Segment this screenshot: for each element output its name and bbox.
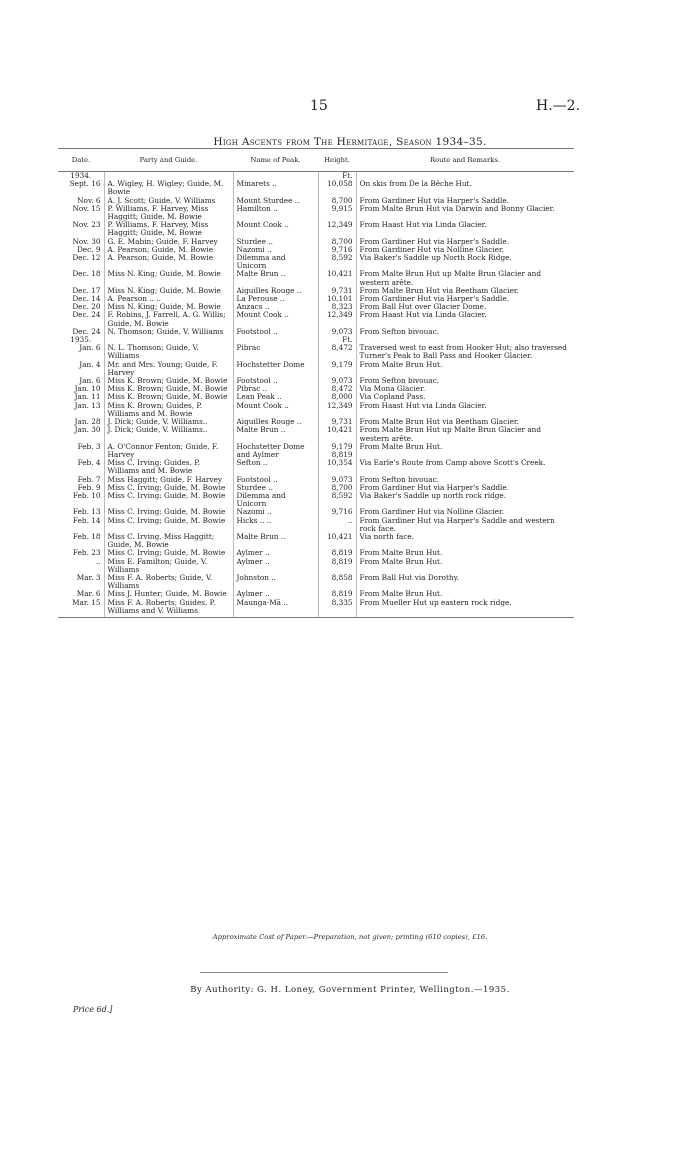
peak-cell: Aiguilles Rouge .. — [233, 287, 318, 295]
peak-cell: Maunga-Mā .. — [233, 599, 318, 618]
height-cell: 9,915 — [318, 205, 356, 221]
date-cell: Dec. 18 — [58, 270, 104, 286]
date-cell: Nov. 6 — [58, 197, 104, 205]
route-cell: Traversed west to east from Hooker Hut; also traversed Turner's Peak to Ball Pass and Hooker Glacier. — [359, 343, 567, 361]
table-row — [58, 517, 574, 533]
party-cell: Miss C. Irving; Guide, M. Bowie — [104, 517, 233, 533]
date-cell: Feb. 9 — [58, 484, 104, 492]
route-cell: From Malte Brun Hut. — [359, 441, 443, 451]
party-cell: Miss F. A. Roberts; Guide, V. Williams — [104, 574, 233, 590]
peak-cell: Dilemma and Unicorn — [233, 254, 318, 270]
height-cell: 10,058 — [318, 180, 356, 196]
route-cell: Via Baker's Saddle up North Rock Ridge. — [359, 253, 512, 263]
date-cell: Nov. 15 — [58, 205, 104, 221]
route-cell: From Malte Brun Hut via Darwin and Bonny Glacier. — [359, 203, 555, 213]
table-row — [58, 205, 574, 221]
date-cell: Jan. 11 — [58, 393, 104, 401]
party-cell: N. Thomson; Guide, V. Williams — [104, 328, 233, 336]
party-cell: Miss C. Irving; Guides, P. Williams and M. Bowie — [104, 459, 233, 475]
route-cell: On skis from De la Bêche Hut. — [359, 179, 472, 189]
route-cell: From Gardiner Hut via Nolline Glacier. — [359, 244, 504, 254]
height-cell: .. — [318, 517, 356, 533]
divider — [200, 972, 448, 973]
peak-cell: Malte Brun .. — [233, 426, 318, 442]
height-cell: 9,179 8,819 — [318, 443, 356, 459]
party-cell: G. E. Mabin; Guide, F. Harvey — [104, 238, 233, 246]
table-row — [58, 402, 574, 418]
date-cell: Nov. 23 — [58, 221, 104, 237]
party-cell: Mr. and Mrs. Young; Guide, F. Harvey — [104, 361, 233, 377]
route-cell: Via Baker's Saddle up north rock ridge. — [359, 490, 507, 500]
party-cell: Miss N. King; Guide, M. Bowie — [104, 287, 233, 295]
table-row — [58, 492, 574, 508]
table-row — [58, 443, 574, 459]
date-cell: Feb. 4 — [58, 459, 104, 475]
party-cell: Miss N. King; Guide, M. Bowie — [104, 303, 233, 311]
printer-authority: By Authority: G. H. Loney, Government Printer, Wellington.—1935. — [190, 985, 510, 995]
route-cell: From Gardiner Hut via Harper's Saddle. — [359, 236, 510, 246]
height-cell: 8,819 — [318, 558, 356, 574]
height-cell: 10,354 — [318, 459, 356, 475]
party-cell: A. Pearson .. .. — [104, 295, 233, 303]
col-peak: Name of Peak. — [233, 149, 318, 172]
height-cell: 10,101 — [318, 295, 356, 303]
height-cell: 12,349 — [318, 311, 356, 327]
peak-cell: Johnston .. — [233, 574, 318, 590]
peak-cell: Malte Brun .. — [233, 270, 318, 286]
year-label: 1934. — [58, 172, 104, 181]
route-cell: From Malte Brun Hut up Malte Brun Glacier and western arête. — [359, 425, 542, 443]
height-cell: 9,073 — [318, 377, 356, 385]
peak-cell: Minarets .. — [233, 180, 318, 196]
route-cell: From Malte Brun Hut. — [359, 548, 443, 558]
date-cell: Dec. 12 — [58, 254, 104, 270]
date-cell: Jan. 13 — [58, 402, 104, 418]
route-cell: Via north face. — [359, 531, 414, 541]
peak-cell: Pibrac .. — [233, 385, 318, 393]
date-cell: Jan. 6 — [58, 344, 104, 360]
height-unit: Ft. — [342, 171, 353, 180]
peak-cell: Aylmer .. — [233, 558, 318, 574]
table-row — [58, 361, 574, 377]
date-cell: Feb. 14 — [58, 517, 104, 533]
party-cell: A. Pearson; Guide, M. Bowie — [104, 254, 233, 270]
peak-cell: Hicks .. .. — [233, 517, 318, 533]
height-cell: 8,700 — [318, 238, 356, 246]
party-cell: A. O'Connor Fenton; Guide, F. Harvey — [104, 443, 233, 459]
col-party: Party and Guide. — [104, 149, 233, 172]
height-cell: 10,421 — [318, 533, 356, 549]
height-cell: 12,349 — [318, 221, 356, 237]
party-cell: Miss K. Brown; Guides, P. Williams and M. Bowie — [104, 402, 233, 418]
table-row — [58, 270, 574, 286]
peak-cell: Hochstetter Dome — [233, 361, 318, 377]
date-cell: Mar. 15 — [58, 599, 104, 618]
party-cell: Miss K. Brown; Guide, M. Bowie — [104, 393, 233, 401]
party-cell: Miss N. King; Guide, M. Bowie — [104, 270, 233, 286]
year-label: 1935. — [58, 336, 104, 344]
table-row — [58, 558, 574, 574]
route-cell: Via Earle's Route from Camp above Scott's Creek. — [359, 458, 546, 468]
date-cell: Jan. 28 — [58, 418, 104, 426]
route-cell: From Malte Brun Hut via Beetham Glacier. — [359, 285, 519, 295]
peak-cell: La Perouse .. — [233, 295, 318, 303]
peak-cell: Mount Sturdee .. — [233, 197, 318, 205]
date-cell: Dec. 17 — [58, 287, 104, 295]
peak-cell: Aylmer .. — [233, 549, 318, 557]
height-cell: 8,472 — [318, 385, 356, 393]
route-cell: From Haast Hut via Linda Glacier. — [359, 400, 487, 410]
peak-cell: Hamilton .. — [233, 205, 318, 221]
height-cell: 9,073 — [318, 476, 356, 484]
peak-cell: Aiguilles Rouge .. — [233, 418, 318, 426]
height-cell: 9,731 — [318, 287, 356, 295]
peak-cell: Footstool .. — [233, 476, 318, 484]
peak-cell: Sturdee .. — [233, 238, 318, 246]
route-cell: From Malte Brun Hut. — [359, 589, 443, 599]
table-row — [58, 459, 574, 475]
peak-cell: Anzacs .. — [233, 303, 318, 311]
date-cell: Dec. 20 — [58, 303, 104, 311]
table-row — [58, 311, 574, 327]
date-cell: Mar. 3 — [58, 574, 104, 590]
table-row — [58, 221, 574, 237]
height-cell: 9,716 — [318, 246, 356, 254]
height-cell: 9,179 — [318, 361, 356, 377]
date-cell: .. — [58, 558, 104, 574]
height-cell: 10,421 — [318, 426, 356, 442]
party-cell: Miss K. Brown; Guide, M. Bowie — [104, 377, 233, 385]
party-cell: A. Pearson; Guide, M. Bowie — [104, 246, 233, 254]
party-cell: Miss K. Brown; Guide, M. Bowie — [104, 385, 233, 393]
document-reference: H.—2. — [536, 98, 581, 114]
route-cell: From Mueller Hut up eastern rock ridge. — [356, 599, 574, 618]
table-header-row — [58, 149, 574, 172]
table-row — [58, 574, 574, 590]
route-cell: From Ball Hut over Glacier Dome. — [359, 302, 487, 312]
peak-cell: Lean Peak .. — [233, 393, 318, 401]
date-cell: Mar. 6 — [58, 590, 104, 598]
height-cell: 9,731 — [318, 418, 356, 426]
date-cell: Dec. 14 — [58, 295, 104, 303]
route-cell: From Sefton bivouac. — [359, 376, 440, 386]
party-cell: Miss C. Irving, Miss Haggitt; Guide, M. Bowie — [104, 533, 233, 549]
peak-cell: Hochstetter Dome and Aylmer — [233, 443, 318, 459]
height-cell: 9,716 — [318, 508, 356, 516]
date-cell: Feb. 10 — [58, 492, 104, 508]
height-cell: 10,421 — [318, 270, 356, 286]
party-cell: A. Wigley, H. Wigley; Guide, M. Bowie — [104, 180, 233, 196]
height-cell: 8,592 — [318, 492, 356, 508]
ascents-table — [58, 148, 574, 618]
height-cell: 8,858 — [318, 574, 356, 590]
cost-note: Approximate Cost of Paper.—Preparation, not given; printing (610 copies), £16. — [212, 933, 488, 941]
peak-cell: Pibrac — [233, 344, 318, 360]
route-cell: Via Copland Pass. — [359, 392, 426, 402]
height-cell: 8,323 — [318, 303, 356, 311]
party-cell: Miss C. Irving; Guide, M. Bowie — [104, 508, 233, 516]
date-cell: Dec. 24 — [58, 328, 104, 336]
date-cell: Jan. 30 — [58, 426, 104, 442]
date-cell: Jan. 10 — [58, 385, 104, 393]
peak-cell: Aylmer .. — [233, 590, 318, 598]
route-cell: From Haast Hut via Linda Glacier. — [359, 220, 487, 230]
date-cell: Nov. 30 — [58, 238, 104, 246]
route-cell: From Gardiner Hut via Harper's Saddle. — [359, 482, 510, 492]
date-cell: Jan. 4 — [58, 361, 104, 377]
route-cell: From Malte Brun Hut via Beetham Glacier. — [359, 417, 519, 427]
route-cell: From Sefton bivouac. — [359, 326, 440, 336]
height-cell: 12,349 — [318, 402, 356, 418]
party-cell: Miss Haggitt; Guide, F. Harvey — [104, 476, 233, 484]
route-cell: From Gardiner Hut via Harper's Saddle and western rock face. — [359, 515, 555, 533]
route-cell: From Haast Hut via Linda Glacier. — [359, 310, 487, 320]
route-cell: From Sefton bivouac. — [359, 474, 440, 484]
height-cell: 8,819 — [318, 590, 356, 598]
table-row — [58, 599, 574, 618]
party-cell: P. Williams, F. Harvey, Miss Haggitt; Guide, M. Bowie — [104, 221, 233, 237]
route-cell: From Malte Brun Hut. — [359, 556, 443, 566]
party-cell: P. Williams, F. Harvey, Miss Haggitt; Guide, M. Bowie — [104, 205, 233, 221]
peak-cell: Mount Cook .. — [233, 221, 318, 237]
route-cell: From Gardiner Hut via Harper's Saddle. — [359, 294, 510, 304]
page-number: 15 — [310, 98, 328, 114]
peak-cell: Mount Cook .. — [233, 311, 318, 327]
party-cell: Miss C. Irving; Guide, M. Bowie — [104, 549, 233, 557]
peak-cell: Malte Brun .. — [233, 533, 318, 549]
table-row — [58, 254, 574, 270]
col-date: Date. — [58, 149, 104, 172]
party-cell: Miss J. Hunter; Guide, M. Bowie — [104, 590, 233, 598]
party-cell: A. J. Scott; Guide, V. Williams — [104, 197, 233, 205]
height-cell: 8,819 — [318, 549, 356, 557]
height-cell: 8,472 — [318, 344, 356, 360]
height-cell: 8,592 — [318, 254, 356, 270]
party-cell: Miss F. A. Roberts; Guides, P. Williams and V. Williams — [104, 599, 233, 618]
date-cell: Feb. 7 — [58, 476, 104, 484]
table-row — [58, 426, 574, 442]
table-row — [58, 180, 574, 196]
route-cell: From Ball Hut via Dorothy. — [359, 572, 460, 582]
peak-cell: Mount Cook .. — [233, 402, 318, 418]
height-cell: 8,000 — [318, 393, 356, 401]
peak-cell: Footstool .. — [233, 328, 318, 336]
route-cell: Via Mona Glacier. — [359, 384, 426, 394]
peak-cell: Sturdee .. — [233, 484, 318, 492]
date-cell: Dec. 24 — [58, 311, 104, 327]
col-route: Route and Remarks. — [356, 149, 574, 172]
date-cell: Feb. 13 — [58, 508, 104, 516]
peak-cell: Dilemma and Unicorn — [233, 492, 318, 508]
date-cell: Feb. 3 — [58, 443, 104, 459]
peak-cell: Sefton .. — [233, 459, 318, 475]
party-cell: J. Dick; Guide, V. Williams.. — [104, 426, 233, 442]
party-cell: Miss C. Irving; Guide, M. Bowie — [104, 484, 233, 492]
price-note: Price 6d.] — [73, 1005, 113, 1014]
peak-cell: Footstool .. — [233, 377, 318, 385]
table-body — [58, 172, 574, 618]
height-cell: 9,073 — [318, 328, 356, 336]
route-cell: From Malte Brun Hut. — [359, 359, 443, 369]
height-cell: 8,335 — [318, 599, 356, 618]
height-cell: 8,700 — [318, 197, 356, 205]
peak-cell: Nazomi .. — [233, 508, 318, 516]
height-unit: Ft. — [342, 335, 353, 345]
peak-cell: Nazomi .. — [233, 246, 318, 254]
route-cell: From Gardiner Hut via Nolline Glacier. — [359, 507, 504, 517]
party-cell: J. Dick; Guide, V. Williams.. — [104, 418, 233, 426]
route-cell: From Malte Brun Hut up Malte Brun Glacier and western arête. — [359, 269, 542, 287]
party-cell: Miss C. Irving; Guide, M. Bowie — [104, 492, 233, 508]
date-cell: Jan. 6 — [58, 377, 104, 385]
party-cell: F. Robins, J. Farrell, A. G. Willis; Guide, M. Bowie — [104, 311, 233, 327]
col-height: Height. — [318, 149, 356, 172]
route-cell: From Gardiner Hut via Harper's Saddle. — [359, 195, 510, 205]
party-cell: N. L. Thomson; Guide, V. Williams — [104, 344, 233, 360]
table-row — [58, 533, 574, 549]
date-cell: Sept. 16 — [58, 180, 104, 196]
date-cell: Dec. 9 — [58, 246, 104, 254]
table-title: High Ascents from The Hermitage, Season 1934–35. — [213, 136, 487, 148]
party-cell: Miss E. Familton; Guide, V. Williams — [104, 558, 233, 574]
table-row — [58, 328, 574, 336]
height-cell: 8,700 — [318, 484, 356, 492]
date-cell: Feb. 18 — [58, 533, 104, 549]
date-cell: Feb. 23 — [58, 549, 104, 557]
table-row — [58, 344, 574, 360]
